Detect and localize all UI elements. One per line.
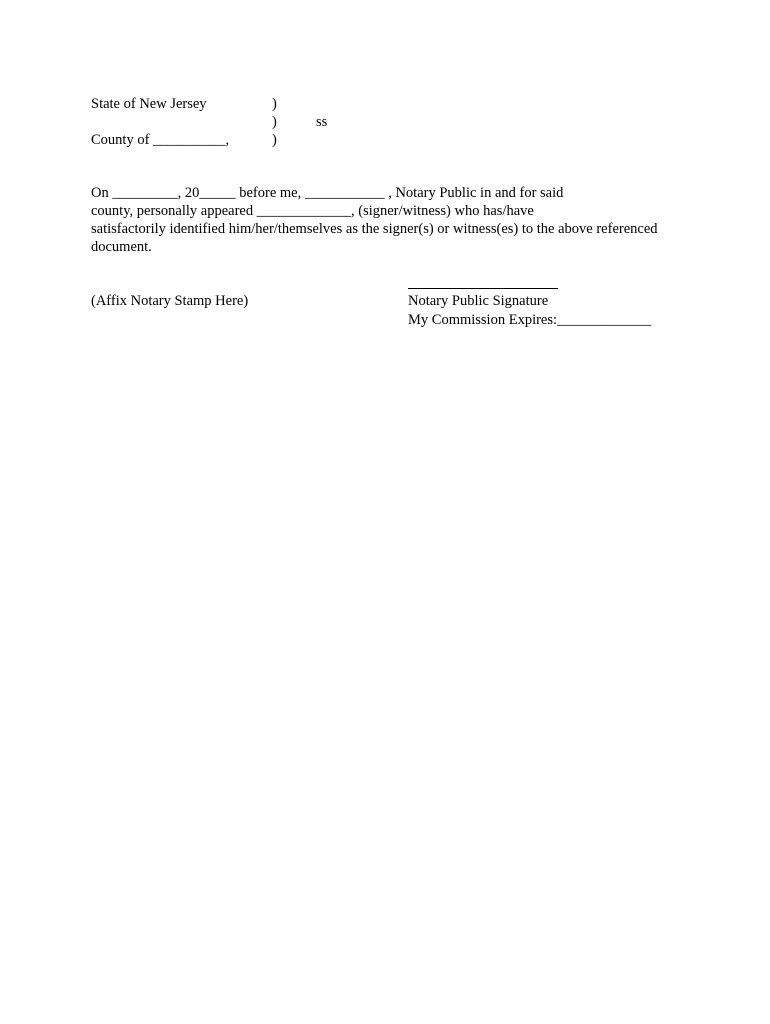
acknowledgment-line-4: document. [91,239,152,255]
state-label: State of New Jersey [91,96,207,112]
commission-expires-label: My Commission Expires:_____________ [408,312,652,328]
notary-stamp-label: (Affix Notary Stamp Here) [91,293,249,309]
notary-signature-label: Notary Public Signature [408,293,549,309]
signature-line [408,288,558,289]
venue-paren-2: ) [272,114,277,130]
acknowledgment-line-3: satisfactorily identified him/her/themselves as the signer(s) or witness(es) to the above referenced [91,221,658,237]
venue-paren-3: ) [272,132,277,148]
venue-paren-1: ) [272,96,277,112]
ss-label: ss [316,114,328,130]
acknowledgment-line-2: county, personally appeared _____________, (signer/witness) who has/have [91,203,534,219]
acknowledgment-line-1: On _________, 20_____ before me, ___________ , Notary Public in and for said [91,185,564,201]
county-label: County of __________, [91,132,230,148]
